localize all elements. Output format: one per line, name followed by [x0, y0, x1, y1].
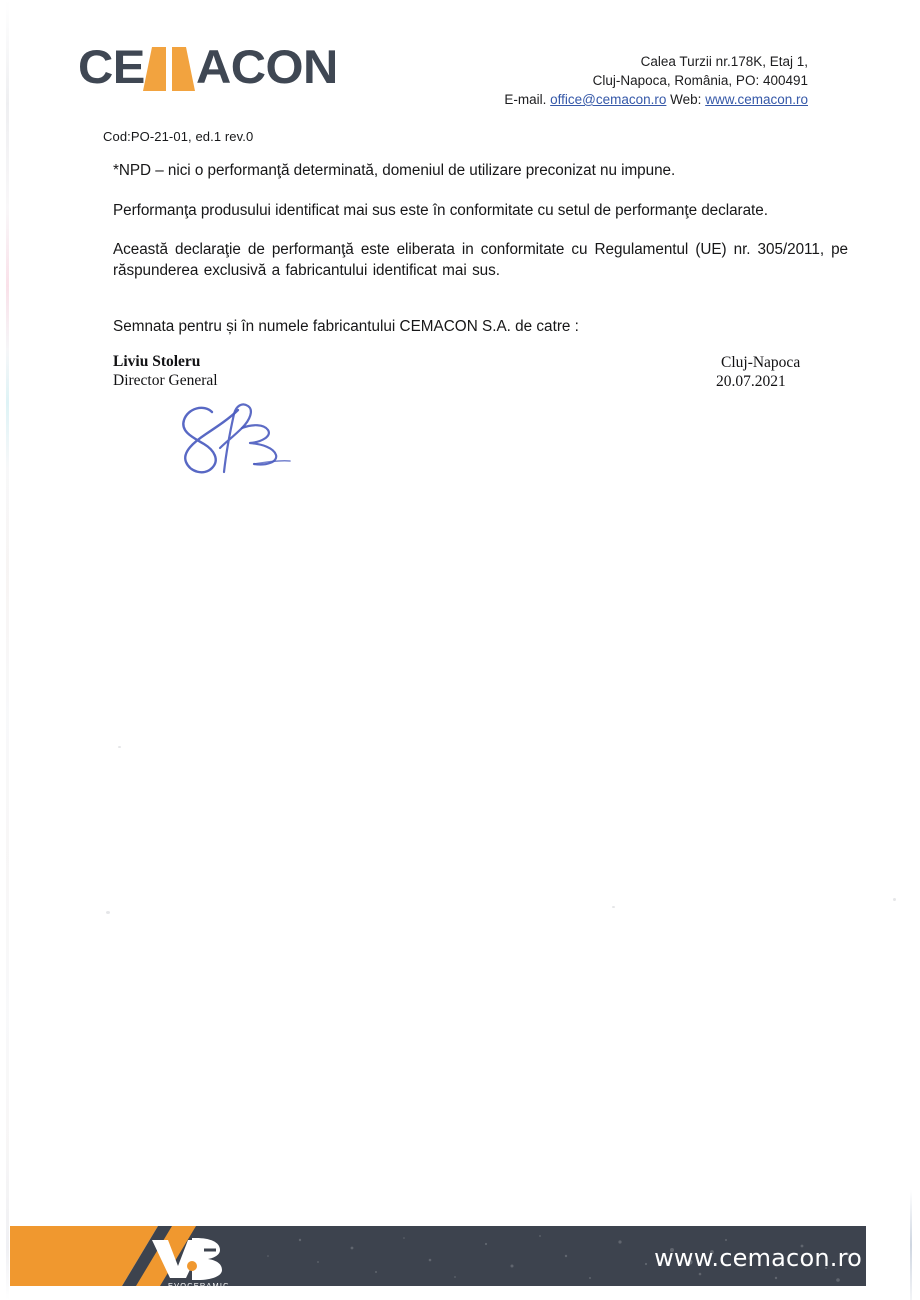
paragraph-npd-note: *NPD – nici o performanţă determinată, domeniul de utilizare preconizat nu impune. [113, 162, 676, 179]
scan-speck [612, 906, 615, 908]
web-label: Web: [670, 92, 702, 107]
scan-speck [106, 911, 110, 914]
place-date-block [716, 353, 800, 391]
document-body [113, 160, 848, 281]
document-code: Cod:PO-21-01, ed.1 rev.0 [103, 129, 254, 144]
scan-speck [118, 746, 121, 748]
email-link[interactable]: office@cemacon.ro [550, 92, 667, 107]
page-footer [0, 1222, 920, 1294]
signing-date: 20.07.2021 [716, 373, 786, 390]
cemacon-logo-text-before: CE [78, 40, 145, 93]
cemacon-logo-mark-icon [143, 47, 195, 91]
company-contact-block [504, 52, 808, 109]
cemacon-logo-text-after: ACON [196, 40, 339, 93]
website-link[interactable]: www.cemacon.ro [705, 92, 808, 107]
paragraph-regulation: Această declaraţie de performanţă este eliberata in conformitate cu Regulamentul (UE) nr. 305/2011, pe răspunderea exclusivă a fabricantului identificat mai sus. [113, 241, 848, 279]
address-line-2: Cluj-Napoca, România, PO: 400491 [592, 73, 808, 88]
email-label: E-mail. [504, 92, 547, 107]
paragraph-conformity: Performanţa produsului identificat mai sus este în conformitate cu setul de performanţe declarate. [113, 202, 768, 219]
handwritten-signature [168, 398, 298, 488]
footer-website-url: www.cemacon.ro [654, 1244, 862, 1272]
signer-name: Liviu Stoleru [113, 353, 201, 370]
page-header [0, 0, 920, 120]
signer-role: Director General [113, 372, 218, 389]
scan-speck [893, 898, 896, 901]
signed-on-behalf-statement: Semnata pentru și în numele fabricantului CEMACON S.A. de catre : [113, 318, 579, 335]
evoceramic-tagline: EVOCERAMIC [168, 1281, 230, 1290]
cemacon-logo [78, 40, 339, 93]
signer-block [113, 352, 218, 390]
contact-line-email-web [504, 90, 808, 109]
address-line-1: Calea Turzii nr.178K, Etaj 1, [640, 54, 808, 69]
scan-edge-artifact-left [6, 0, 9, 1300]
signing-place: Cluj-Napoca [721, 354, 801, 371]
